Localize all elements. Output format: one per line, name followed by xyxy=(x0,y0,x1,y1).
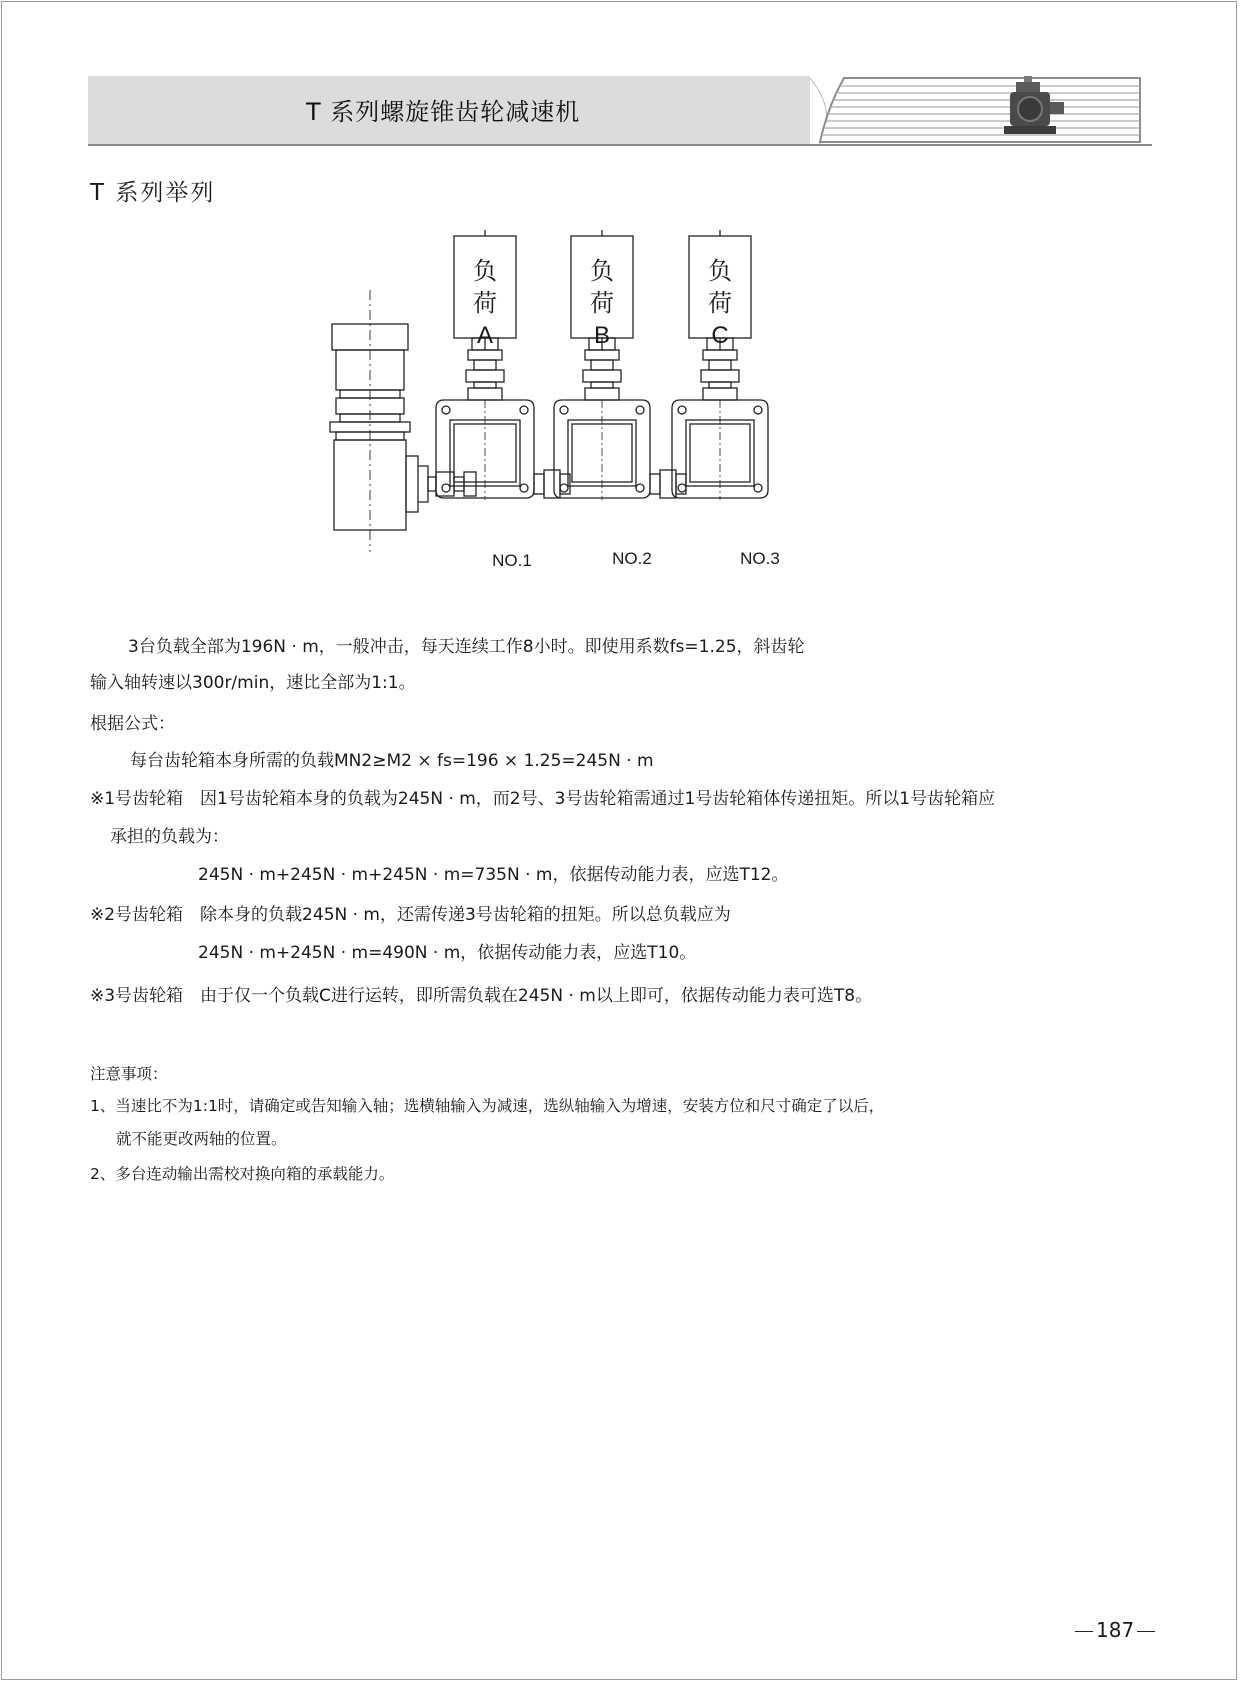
gearbox-2-line-2: 245N · m+245N · m=490N · m，依据传动能力表，应选T10。 xyxy=(198,943,697,963)
coupling-0 xyxy=(428,472,476,496)
gearbox-3-line-1: ※3号齿轮箱 由于仅一个负载C进行运转，即所需负载在245N · m以上即可，依据传动能力表可选T8。 xyxy=(90,986,873,1006)
unit-label-no1: NO.1 xyxy=(492,551,532,570)
load-b-label-3: B xyxy=(593,322,611,349)
header-decoration xyxy=(810,76,1152,146)
load-a-label-3: A xyxy=(476,322,494,349)
load-b-label-2: 荷 xyxy=(590,289,614,317)
note-2: 2、多台连动输出需校对换向箱的承载能力。 xyxy=(90,1165,395,1183)
section-title: T 系列举列 xyxy=(90,180,216,206)
unit-label-no3: NO.3 xyxy=(740,549,780,568)
load-c-label-3: C xyxy=(711,322,729,349)
motor-assembly xyxy=(330,290,428,552)
formula-heading: 根据公式： xyxy=(90,714,175,734)
notes-heading: 注意事项： xyxy=(90,1065,168,1083)
note-1-line-2: 就不能更改两轴的位置。 xyxy=(116,1130,287,1148)
gearbox-1-line-2: 承担的负载为： xyxy=(110,827,229,847)
page-number xyxy=(1072,1618,1158,1642)
formula: 每台齿轮箱本身所需的负载MN2≥M2 × fs=196 × 1.25=245N · m xyxy=(130,751,654,771)
page-title: T 系列螺旋锥齿轮减速机 xyxy=(306,98,581,126)
gearbox-2-line-1: ※2号齿轮箱 除本身的负载245N · m，还需传递3号齿轮箱的扭矩。所以总负载应为 xyxy=(90,905,731,925)
gearbox-1-line-1: ※1号齿轮箱 因1号齿轮箱本身的负载为245N · m，而2号、3号齿轮箱需通过1号齿轮箱体传递扭矩。所以1号齿轮箱应 xyxy=(90,789,996,809)
note-1-line-1: 1、当速比不为1:1时，请确定或告知输入轴；选横轴输入为减速，选纵轴输入为增速，安装方位和尺寸确定了以后， xyxy=(90,1097,885,1115)
page-number-value: 187 xyxy=(1096,1618,1135,1642)
load-c-label-2: 荷 xyxy=(708,289,732,317)
gearbox-1-line-3: 245N · m+245N · m+245N · m=735N · m，依据传动能力表，应选T12。 xyxy=(198,865,789,885)
page-number-dash-left xyxy=(1075,1631,1093,1632)
drive-layout-diagram xyxy=(320,230,840,590)
load-a-label-1: 负 xyxy=(473,257,497,285)
paragraph-1-line-2: 输入轴转速以300r/min，速比全部为1:1。 xyxy=(90,673,416,693)
load-a-label-2: 荷 xyxy=(473,289,497,317)
load-c-label-1: 负 xyxy=(708,257,732,285)
paragraph-1-line-1: 3台负载全部为196N · m，一般冲击，每天连续工作8小时。即使用系数fs=1.25，斜齿轮 xyxy=(128,637,805,657)
page-number-dash-right xyxy=(1137,1631,1155,1632)
unit-label-no2: NO.2 xyxy=(612,549,652,568)
load-b-label-1: 负 xyxy=(590,257,614,285)
